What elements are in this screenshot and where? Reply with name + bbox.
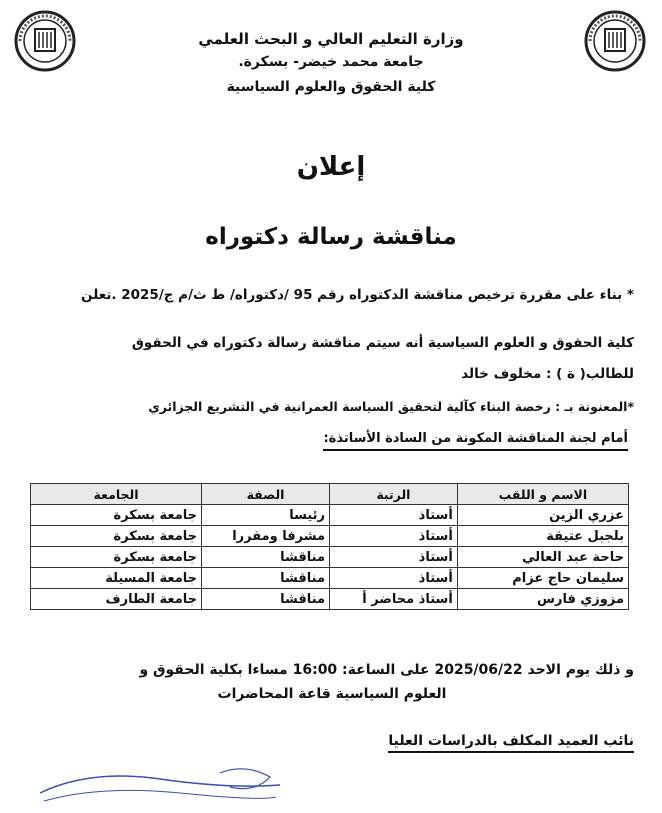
cell-name: سليمان حاج عزام xyxy=(457,568,628,589)
cell-role: رئيسا xyxy=(202,505,330,526)
date-time-line: و ذلك يوم الاحد 2025/06/22 على الساعة: 16:00 مساءا بكلية الحقوق و xyxy=(139,662,634,678)
header-role: الصفة xyxy=(202,484,330,505)
cell-name: حاحة عبد العالي xyxy=(457,547,628,568)
jury-label: أمام لجنة المناقشة المكونة من السادة الأساتذة: xyxy=(323,431,628,451)
cell-role: مناقشا xyxy=(202,568,330,589)
faculty-announcement-line: كلية الحقوق و العلوم السياسية أنه سيتم مناقشة رسالة دكتوراه في الحقوق xyxy=(131,335,634,351)
cell-role: مناقشا xyxy=(202,589,330,610)
cell-name: بلجبل عتيقة xyxy=(457,526,628,547)
committee-table xyxy=(30,483,629,610)
cell-name: مزوزي فارس xyxy=(457,589,628,610)
cell-rank: أستاذ xyxy=(330,505,458,526)
header-name: الاسم و اللقب xyxy=(457,484,628,505)
cell-name: عزري الزين xyxy=(457,505,628,526)
cell-rank: أستاذ محاضر أ xyxy=(330,589,458,610)
cell-role: مناقشا xyxy=(202,547,330,568)
decision-line: * بناء على مقررة ترخيص مناقشة الدكتوراه رقم 95 /دكتوراه/ ط ث/م ج/2025 .تعلن xyxy=(81,287,634,303)
cell-university: جامعة بسكرة xyxy=(31,505,202,526)
ministry-name: وزارة التعليم العالي و البحث العلمي xyxy=(198,30,464,48)
university-logo-left xyxy=(14,10,76,72)
announcement-subtitle: مناقشة رسالة دكتوراه xyxy=(205,224,457,250)
faculty-name: كلية الحقوق والعلوم السياسية xyxy=(226,79,436,95)
announcement-title: إعلان xyxy=(296,152,366,182)
cell-role: مشرفا ومقررا xyxy=(202,526,330,547)
cell-university: جامعة الطارف xyxy=(31,589,202,610)
student-line: للطالب( ة ) : مخلوف خالد xyxy=(461,366,634,382)
table-header-row xyxy=(31,484,629,505)
official-stamp xyxy=(30,763,290,813)
cell-university: جامعة بسكرة xyxy=(31,526,202,547)
cell-university: جامعة المسيلة xyxy=(31,568,202,589)
table-row xyxy=(31,505,629,526)
cell-rank: أستاذ xyxy=(330,547,458,568)
university-name: جامعة محمد خيضر- بسكرة. xyxy=(238,54,424,70)
signatory-title: نائب العميد المكلف بالدراسات العليا xyxy=(388,733,634,753)
table-row xyxy=(31,526,629,547)
table-row xyxy=(31,589,629,610)
university-logo-right xyxy=(584,10,646,72)
table-row xyxy=(31,547,629,568)
cell-university: جامعة بسكرة xyxy=(31,547,202,568)
cell-rank: أستاذ xyxy=(330,526,458,547)
header-rank: الرتبة xyxy=(330,484,458,505)
venue-line: العلوم السياسية قاعة المحاضرات xyxy=(217,686,447,702)
thesis-title-line: *المعنونة بـ : رخصة البناء كآلية لتحقيق السياسة العمرانية في التشريع الجزائري xyxy=(148,399,634,414)
header-university: الجامعة xyxy=(31,484,202,505)
table-row xyxy=(31,568,629,589)
cell-rank: أستاذ xyxy=(330,568,458,589)
